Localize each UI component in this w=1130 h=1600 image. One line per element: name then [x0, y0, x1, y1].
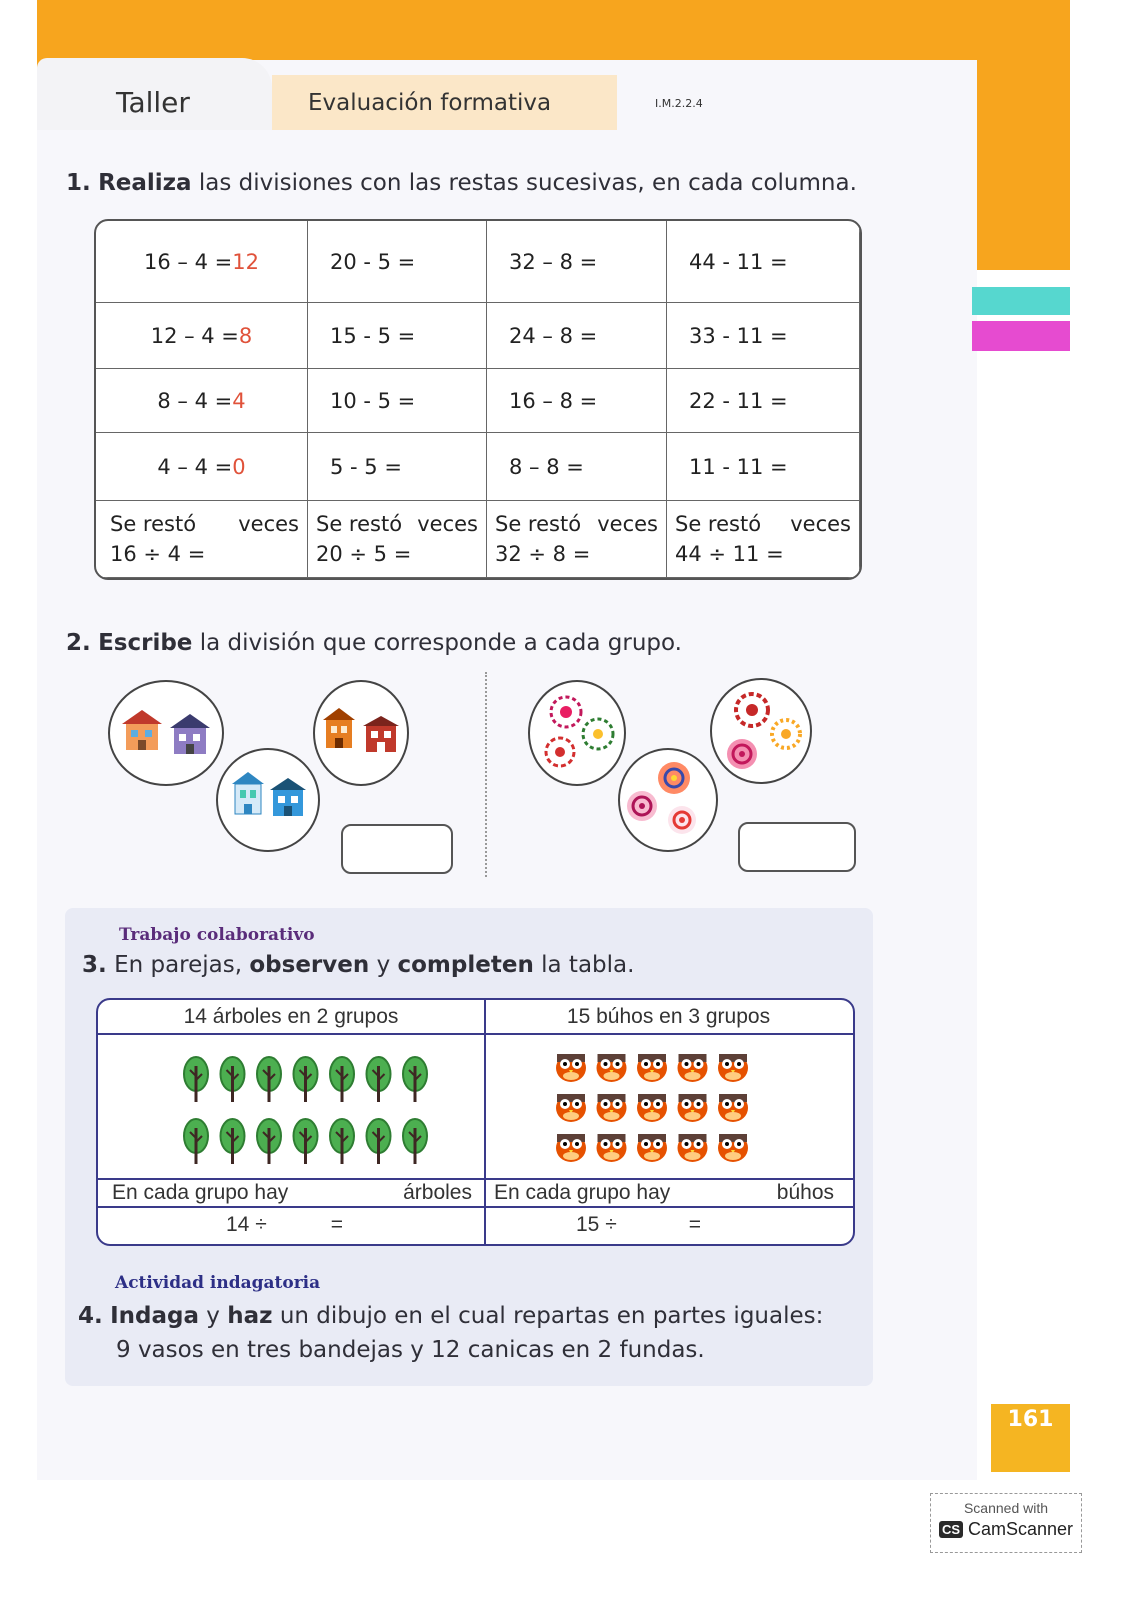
groups-divider — [485, 672, 487, 877]
question-2-text: la división que corresponde a cada grupo. — [199, 630, 682, 656]
subtraction-expression: 5 - 5 = — [330, 454, 402, 479]
question-3-number: 3. — [82, 952, 107, 978]
subtraction-table — [94, 219, 862, 580]
question-4-text-a: y — [206, 1303, 220, 1329]
subtraction-cell — [96, 221, 308, 303]
owl-icon — [597, 1094, 627, 1122]
subtraction-cell — [487, 221, 667, 303]
house-icon-pair-2 — [218, 750, 318, 850]
owls-division-row — [576, 1207, 806, 1242]
veces-label: veces — [238, 512, 299, 536]
subtraction-expression: 8 – 8 = — [509, 454, 584, 479]
owl-icon — [637, 1094, 667, 1122]
subtraction-expression: 4 – 4 = — [157, 454, 233, 479]
owl-icon — [597, 1054, 627, 1082]
owls-header: 15 búhos en 3 grupos — [566, 1004, 771, 1028]
tree-icon — [294, 1119, 318, 1164]
camscanner-logo-icon: CS — [939, 1521, 963, 1538]
tree-icon — [257, 1119, 281, 1164]
owl-icon — [556, 1094, 586, 1122]
question-3 — [82, 952, 634, 978]
candy-icon-group-2 — [620, 750, 716, 850]
groups-table — [96, 998, 855, 1246]
candy-icon-group-3 — [712, 680, 810, 782]
trees-division: 14 ÷ — [226, 1212, 267, 1236]
tree-icon — [221, 1119, 245, 1164]
trees-illustration — [98, 1034, 484, 1178]
orange-right-band — [975, 120, 1070, 270]
scanner-brand: CamScanner — [968, 1519, 1074, 1539]
subtraction-expression: 24 – 8 = — [509, 323, 598, 348]
subtraction-expression: 20 - 5 = — [330, 249, 416, 274]
subtraction-cell — [96, 433, 308, 501]
question-4 — [78, 1299, 823, 1367]
se-resto-label: Se restó — [110, 512, 197, 536]
question-4-text-b: un dibujo en el cual repartas en partes iguales: — [279, 1303, 824, 1329]
question-2 — [66, 630, 682, 656]
owl-icon — [718, 1054, 748, 1082]
house-icon-pair-3 — [315, 682, 407, 784]
section-actividad-indagatoria: Actividad indagatoria — [115, 1273, 321, 1293]
owls-each-row — [494, 1179, 834, 1206]
division-expression: 16 ÷ 4 = — [110, 542, 206, 566]
subtraction-expression: 8 – 4 = — [157, 388, 233, 413]
subtraction-expression: 16 – 8 = — [509, 388, 598, 413]
owl-icon — [678, 1094, 708, 1122]
question-4-line-2: 9 vasos en tres bandejas y 12 canicas en 2 fundas. — [116, 1337, 705, 1363]
subtraction-cell — [96, 303, 308, 369]
owls-each-unit: búhos — [776, 1180, 834, 1204]
question-1 — [66, 170, 857, 196]
owl-icon — [556, 1054, 586, 1082]
owl-icon — [597, 1134, 627, 1162]
houses-circle-3 — [313, 680, 409, 786]
trees-each-label: En cada grupo hay — [112, 1180, 289, 1204]
question-1-number: 1. — [66, 170, 91, 196]
subtraction-expression: 33 - 11 = — [689, 323, 788, 348]
tree-icon — [184, 1119, 208, 1164]
question-1-text: las divisiones con las restas sucesivas, en cada columna. — [198, 170, 857, 196]
se-resto-label: Se restó — [495, 512, 582, 536]
question-4-number: 4. — [78, 1303, 103, 1329]
division-expression: 32 ÷ 8 = — [495, 542, 591, 566]
subtraction-cell — [487, 303, 667, 369]
tab-evaluacion-label: Evaluación formativa — [308, 90, 552, 116]
subtraction-answer: 12 — [232, 249, 259, 274]
houses-circle-1 — [108, 680, 224, 786]
subtraction-expression: 15 - 5 = — [330, 323, 416, 348]
owl-icon — [678, 1134, 708, 1162]
owl-icon — [678, 1054, 708, 1082]
owl-icon — [637, 1134, 667, 1162]
trees-equals: = — [330, 1212, 343, 1236]
division-expression: 20 ÷ 5 = — [316, 542, 412, 566]
subtraction-cell — [487, 369, 667, 433]
tree-icon — [330, 1057, 354, 1102]
owl-icon — [637, 1054, 667, 1082]
skill-code: I.M.2.2.4 — [655, 97, 703, 110]
owl-icon — [556, 1134, 586, 1162]
cyan-tab-strip — [972, 287, 1070, 315]
owl-icon — [718, 1094, 748, 1122]
tree-icon — [403, 1057, 427, 1102]
owls-illustration — [484, 1034, 853, 1178]
subtraction-expression: 32 – 8 = — [509, 249, 598, 274]
trees-header: 14 árboles en 2 grupos — [183, 1004, 399, 1028]
veces-label: veces — [417, 512, 478, 536]
subtraction-cell — [308, 369, 487, 433]
subtraction-answer: 4 — [232, 388, 246, 413]
times-subtracted-cell — [667, 501, 860, 578]
owls-equals: = — [688, 1212, 701, 1236]
question-3-text-c: la tabla. — [541, 952, 635, 978]
subtraction-expression: 16 – 4 = — [144, 249, 233, 274]
subtraction-expression: 10 - 5 = — [330, 388, 416, 413]
times-subtracted-cell — [308, 501, 487, 578]
subtraction-cell — [487, 433, 667, 501]
candies-circle-3 — [710, 678, 812, 784]
veces-label: veces — [790, 512, 851, 536]
owls-division: 15 ÷ — [576, 1212, 617, 1236]
trees-each-unit: árboles — [403, 1180, 472, 1204]
tree-icon — [367, 1119, 391, 1164]
subtraction-cell — [308, 303, 487, 369]
times-subtracted-cell — [96, 501, 308, 578]
trees-each-row — [112, 1179, 472, 1206]
subtraction-expression: 22 - 11 = — [689, 388, 788, 413]
candy-icon-group-1 — [530, 682, 624, 784]
owl-icon — [718, 1134, 748, 1162]
se-resto-label: Se restó — [675, 512, 762, 536]
question-1-verb: Realiza — [98, 170, 192, 196]
magenta-tab-strip — [972, 321, 1070, 351]
owls-each-label: En cada grupo hay — [494, 1180, 671, 1204]
candies-circle-1 — [528, 680, 626, 786]
subtraction-expression: 12 – 4 = — [150, 323, 239, 348]
times-subtracted-cell — [487, 501, 667, 578]
subtraction-expression: 44 - 11 = — [689, 249, 788, 274]
candies-circle-2 — [618, 748, 718, 852]
subtraction-cell — [308, 433, 487, 501]
subtraction-cell — [667, 369, 860, 433]
question-3-text-b: y — [376, 952, 391, 978]
trees-division-row — [226, 1207, 456, 1242]
question-4-verb-1: Indaga — [110, 1303, 199, 1329]
question-3-verb-2: completen — [397, 952, 534, 978]
houses-answer-box[interactable] — [341, 824, 453, 874]
house-icon-pair-1 — [110, 682, 222, 784]
tree-icon — [184, 1057, 208, 1102]
question-2-verb: Escribe — [98, 630, 193, 656]
subtraction-cell — [308, 221, 487, 303]
se-resto-label: Se restó — [316, 512, 403, 536]
candies-answer-box[interactable] — [738, 822, 856, 872]
tree-icon — [294, 1057, 318, 1102]
camscanner-watermark — [930, 1493, 1082, 1553]
tree-icon — [403, 1119, 427, 1164]
question-2-number: 2. — [66, 630, 91, 656]
tab-taller-label: Taller — [116, 86, 190, 119]
subtraction-expression: 11 - 11 = — [689, 454, 788, 479]
question-3-verb-1: observen — [249, 952, 370, 978]
subtraction-answer: 8 — [238, 323, 253, 348]
page-number: 161 — [991, 1404, 1070, 1472]
subtraction-cell — [667, 303, 860, 369]
tree-icon — [257, 1057, 281, 1102]
tree-icon — [367, 1057, 391, 1102]
tree-icon — [330, 1119, 354, 1164]
houses-circle-2 — [216, 748, 320, 852]
question-4-verb-2: haz — [227, 1303, 273, 1329]
subtraction-cell — [667, 433, 860, 501]
section-trabajo-colaborativo: Trabajo colaborativo — [119, 925, 315, 945]
veces-label: veces — [597, 512, 658, 536]
tree-icon — [221, 1057, 245, 1102]
division-expression: 44 ÷ 11 = — [675, 542, 784, 566]
scanner-line-1: Scanned with — [963, 1500, 1049, 1516]
question-3-text-a: En parejas, — [114, 952, 243, 978]
subtraction-cell — [667, 221, 860, 303]
subtraction-cell — [96, 369, 308, 433]
subtraction-answer: 0 — [232, 454, 246, 479]
